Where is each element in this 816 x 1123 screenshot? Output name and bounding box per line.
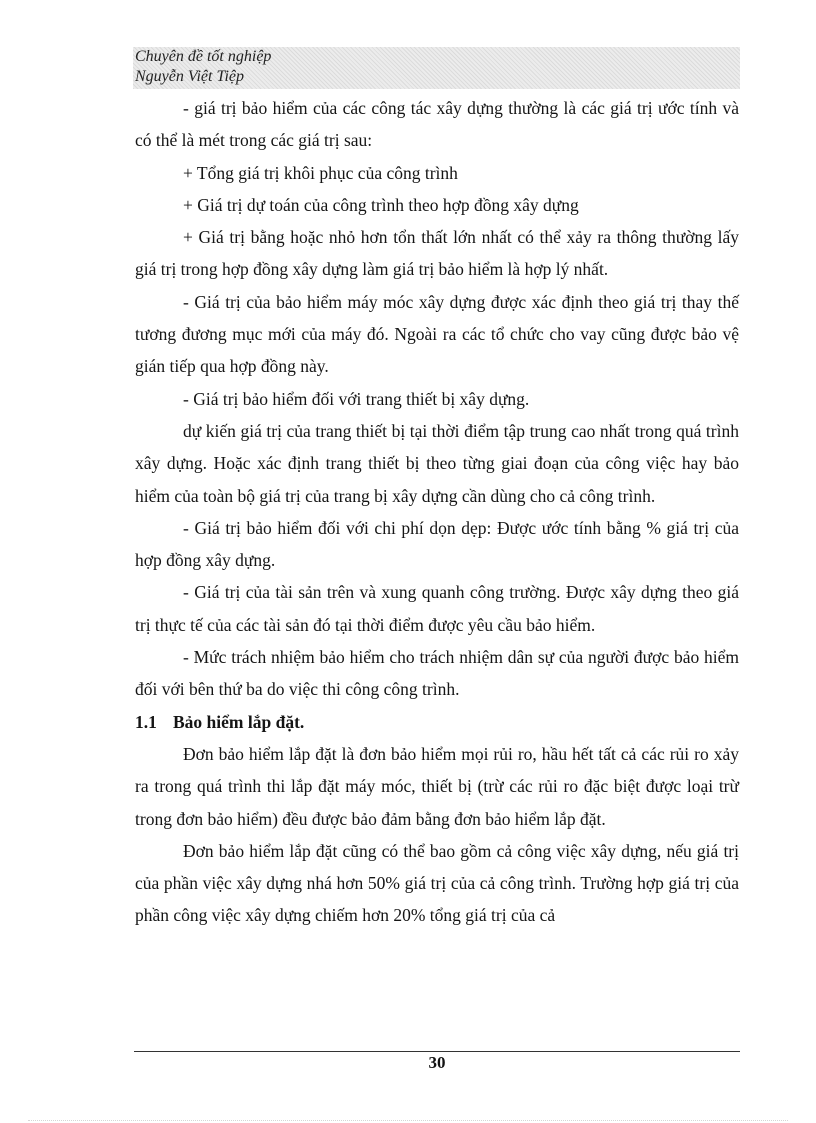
header-author: Nguyễn Việt Tiệp xyxy=(135,68,245,85)
paragraph: - Giá trị của bảo hiểm máy móc xây dựng được xác định theo giá trị thay thế tương đương mục mới của máy đó. Ngoài ra các tổ chức cho vay cũng được bảo vệ gián tiếp qua hợp đồng này. xyxy=(135,291,739,377)
paragraph: + Giá trị dự toán của công trình theo hợp đồng xây dựng xyxy=(183,194,579,215)
footer-divider xyxy=(134,1051,740,1052)
header-title: Chuyên đề tốt nghiệp xyxy=(135,48,272,65)
running-header xyxy=(133,47,740,89)
page-edge-divider xyxy=(28,1120,788,1121)
section-heading xyxy=(135,706,739,738)
paragraph: dự kiến giá trị của trang thiết bị tại thời điểm tập trung cao nhất trong quá trình xây dựng. Hoặc xác định trang thiết bị theo từng giai đoạn của công việc hay bảo hiểm của toàn bộ giá trị của trang bị xây dựng cần dùng cho cả công trình. xyxy=(135,420,739,506)
section-number: 1.1 xyxy=(135,711,157,732)
paragraph: - giá trị bảo hiểm của các công tác xây dựng thường là các giá trị ước tính và có thể là mét trong các giá trị sau: xyxy=(135,98,739,151)
paragraph: + Tổng giá trị khôi phục của công trình xyxy=(183,162,458,183)
paragraph: - Mức trách nhiệm bảo hiểm cho trách nhiệm dân sự của người được bảo hiểm đối với bên thứ ba do việc thi công công trình. xyxy=(135,647,739,700)
paragraph: - Giá trị bảo hiểm đối với chi phí dọn dẹp: Được ước tính bằng % giá trị của hợp đồng xây dựng. xyxy=(135,517,739,571)
paragraph: - Giá trị của tài sản trên và xung quanh công trường. Được xây dựng theo giá trị thực tế của các tài sản đó tại thời điểm được yêu cầu bảo hiểm. xyxy=(135,582,739,635)
section-title: Bảo hiểm lắp đặt. xyxy=(173,711,305,732)
paragraph: - Giá trị bảo hiểm đối với trang thiết bị xây dựng. xyxy=(183,388,530,409)
page-number: 30 xyxy=(428,1053,446,1072)
paragraph: + Giá trị bằng hoặc nhỏ hơn tổn thất lớn nhất có thể xảy ra thông thường lấy giá trị trong hợp đồng xây dựng làm giá trị bảo hiểm là hợp lý nhất. xyxy=(135,227,739,280)
paragraph: Đơn bảo hiểm lắp đặt cũng có thể bao gồm cả công việc xây dựng, nếu giá trị của phần việc xây dựng nhá hơn 50% giá trị của cả công trình. Trường hợp giá trị của phần công việc xây dựng chiếm hơn 20% tổng giá trị của cả xyxy=(135,840,739,926)
document-body xyxy=(135,92,739,932)
paragraph: Đơn bảo hiểm lắp đặt là đơn bảo hiểm mọi rủi ro, hầu hết tất cả các rủi ro xảy ra trong quá trình thi lắp đặt máy móc, thiết bị (trừ các rủi ro đặc biệt được loại trừ trong đơn bảo hiểm) đều được bảo đảm bằng đơn bảo hiểm lắp đặt. xyxy=(135,743,739,829)
